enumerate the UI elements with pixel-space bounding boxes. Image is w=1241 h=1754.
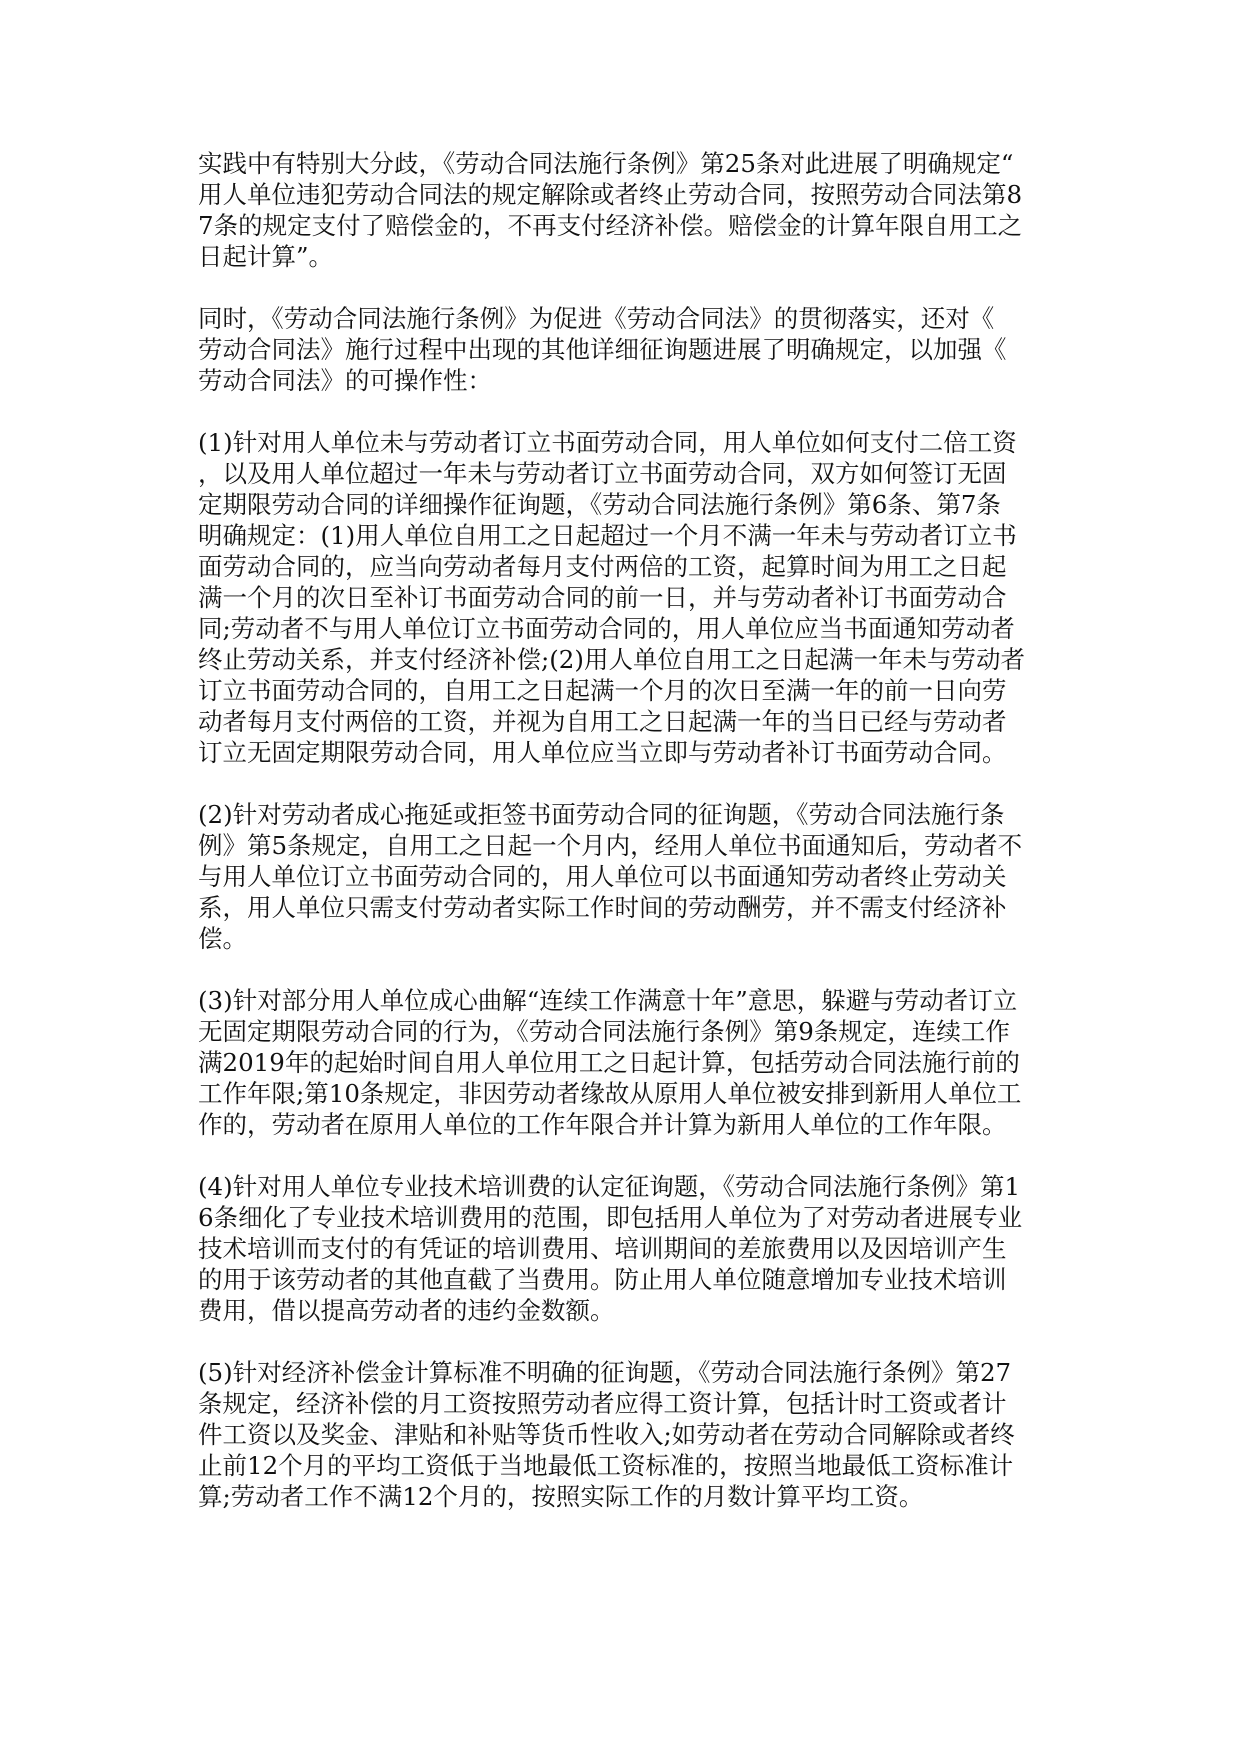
paragraph-item-3: (3)针对部分用人单位成心曲解“连续工作满意十年”意思，躲避与劳动者订立 无固定期限劳动合同的行为，《劳动合同法施行条例》第9条规定，连续工作 满2019年的起始时间自用人单位用工之日起计算，包括劳动合同法施行前的 工作年限;第10条规定，非因劳动者缘故从原用人单位被安排到新用人单位工 作的，劳动者在原用人单位的工作年限合并计算为新用人单位的工作年限。 (198, 986, 1022, 1139)
document-body (198, 148, 1043, 1543)
paragraph-compensation-rule: 实践中有特别大分歧，《劳动合同法施行条例》第25条对此进展了明确规定“ 用人单位违犯劳动合同法的规定解除或者终止劳动合同，按照劳动合同法第8 7条的规定支付了赔偿金的，不再支付经济补偿。赔偿金的计算年限自用工之 日起计算”。 (198, 149, 1023, 271)
paragraph-item-5: (5)针对经济补偿金计算标准不明确的征询题，《劳动合同法施行条例》第27 条规定，经济补偿的月工资按照劳动者应得工资计算，包括计时工资或者计 件工资以及奖金、津贴和补贴等货币性收入;如劳动者在劳动合同解除或者终 止前12个月的平均工资低于当地最低工资标准的，按照当地最低工资标准计 算;劳动者工作不满12个月的，按照实际工作的月数计算平均工资。 (198, 1358, 1015, 1511)
paragraph-item-1: (1)针对用人单位未与劳动者订立书面劳动合同，用人单位如何支付二倍工资 ，以及用人单位超过一年未与劳动者订立书面劳动合同，双方如何签订无固 定期限劳动合同的详细操作征询题，《劳动合同法施行条例》第6条、第7条 明确规定：(1)用人单位自用工之日起超过一个月不满一年未与劳动者订立书 面劳动合同的，应当向劳动者每月支付两倍的工资，起算时间为用工之日起 满一个月的次日至补订书面劳动合同的前一日，并与劳动者补订书面劳动合 同;劳动者不与用人单位订立书面劳动合同的，用人单位应当书面通知劳动者 终止劳动关系，并支付经济补偿;(2)用人单位自用工之日起满一年未与劳动者 订立书面劳动合同的，自用工之日起满一个月的次日至满一年的前一日向劳 动者每月支付两倍的工资，并视为自用工之日起满一年的当日已经与劳动者 订立无固定期限劳动合同，用人单位应当立即与劳动者补订书面劳动合同。 (198, 428, 1025, 767)
paragraph-item-2: (2)针对劳动者成心拖延或拒签书面劳动合同的征询题，《劳动合同法施行条 例》第5条规定，自用工之日起一个月内，经用人单位书面通知后，劳动者不 与用人单位订立书面劳动合同的，用人单位可以书面通知劳动者终止劳动关 系，用人单位只需支付劳动者实际工作时间的劳动酬劳，并不需支付经济补 偿。 (198, 800, 1023, 953)
paragraph-item-4: (4)针对用人单位专业技术培训费的认定征询题，《劳动合同法施行条例》第1 6条细化了专业技术培训费用的范围，即包括用人单位为了对劳动者进展专业 技术培训而支付的有凭证的培训费用、培训期间的差旅费用以及因培训产生 的用于该劳动者的其他直截了当费用。防止用人单位随意增加专业技术培训 费用，借以提高劳动者的违约金数额。 (198, 1172, 1023, 1325)
paragraph-intro: 同时，《劳动合同法施行条例》为促进《劳动合同法》的贯彻落实，还对《 劳动合同法》施行过程中出现的其他详细征询题进展了明确规定，以加强《 劳动合同法》的可操作性： (198, 304, 1007, 395)
